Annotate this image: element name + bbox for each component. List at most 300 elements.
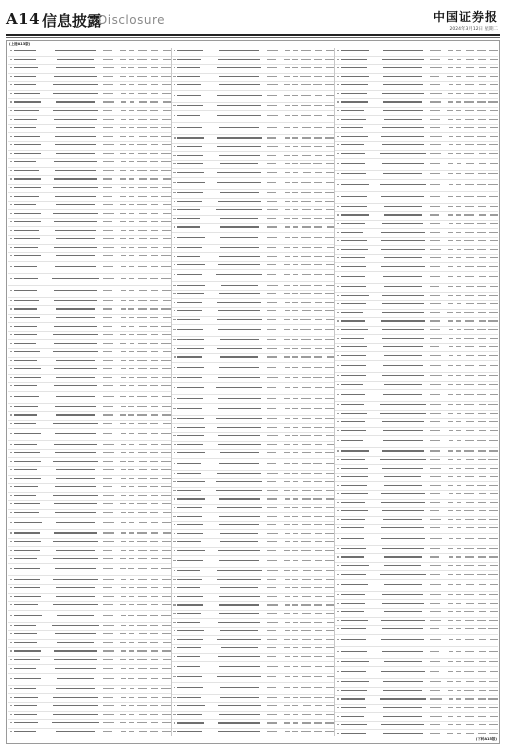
table-row [8, 210, 171, 219]
table-cell [147, 461, 158, 464]
text-line-placeholder [14, 308, 37, 309]
text-line-placeholder [173, 481, 175, 482]
text-line-placeholder [341, 257, 365, 258]
text-line-placeholder [162, 396, 171, 397]
text-line-placeholder [162, 230, 170, 231]
text-line-placeholder [56, 731, 95, 732]
text-line-placeholder [162, 633, 171, 634]
table-cell [158, 668, 170, 671]
table-cell [267, 293, 282, 296]
text-line-placeholder [314, 274, 322, 275]
text-line-placeholder [477, 620, 486, 621]
table-cell [158, 317, 170, 320]
table-cell [147, 433, 158, 436]
table-cell [281, 533, 289, 536]
table-cell [322, 201, 334, 204]
text-line-placeholder [337, 119, 339, 120]
text-line-placeholder [341, 206, 367, 207]
table-cell [453, 375, 461, 378]
table-cell [474, 485, 485, 488]
text-line-placeholder [464, 671, 474, 672]
text-line-placeholder [326, 163, 335, 164]
table-cell [118, 579, 126, 582]
text-line-placeholder [382, 510, 423, 511]
text-line-placeholder [383, 365, 423, 366]
table-cell [430, 338, 445, 341]
text-line-placeholder [380, 153, 426, 154]
table-cell [322, 105, 334, 108]
text-line-placeholder [161, 688, 170, 689]
text-line-placeholder [479, 430, 486, 431]
text-line-placeholder [430, 485, 440, 486]
table-cell [486, 84, 498, 87]
table-cell [177, 697, 211, 700]
table-cell [453, 384, 461, 387]
text-line-placeholder [382, 59, 423, 60]
text-line-placeholder [218, 377, 260, 378]
table-cell [126, 308, 134, 311]
table-cell [290, 604, 298, 607]
table-cell [267, 127, 282, 130]
table-row [8, 665, 171, 674]
table-row [172, 416, 335, 425]
text-line-placeholder [103, 161, 114, 162]
text-line-placeholder [326, 656, 335, 657]
table-cell [103, 59, 118, 62]
table-cell [14, 101, 48, 104]
text-line-placeholder [337, 329, 339, 330]
table-cell [474, 257, 485, 260]
text-line-placeholder [430, 527, 440, 528]
table-cell [474, 196, 485, 199]
table-cell [461, 724, 474, 727]
table-cell [126, 625, 134, 628]
table-cell [118, 204, 126, 207]
table-cell [453, 628, 461, 631]
text-line-placeholder [301, 192, 311, 193]
text-line-placeholder [341, 50, 369, 51]
table-cell [430, 303, 445, 306]
text-line-placeholder [103, 668, 113, 669]
table-cell [430, 119, 445, 122]
table-cell [341, 468, 375, 471]
table-cell [212, 481, 267, 484]
table-cell [445, 485, 453, 488]
table-row [8, 623, 171, 632]
text-line-placeholder [267, 247, 276, 248]
table-cell [281, 192, 289, 195]
table-cell [48, 503, 103, 506]
table-cell [430, 556, 445, 559]
table-cell [48, 697, 103, 700]
text-line-placeholder [14, 221, 41, 222]
table-cell [322, 481, 334, 484]
text-line-placeholder [478, 421, 486, 422]
table-cell [453, 698, 461, 701]
table-cell [134, 161, 147, 164]
table-cell [486, 206, 498, 209]
text-line-placeholder [314, 490, 322, 491]
text-line-placeholder [464, 127, 474, 128]
text-line-placeholder [490, 67, 498, 68]
text-line-placeholder [103, 187, 112, 188]
text-line-placeholder [217, 172, 261, 173]
table-cell [453, 493, 461, 496]
text-line-placeholder [489, 375, 498, 376]
table-cell [147, 93, 158, 96]
text-line-placeholder [103, 705, 113, 706]
table-cell [341, 450, 375, 453]
table-row [172, 152, 335, 161]
table-cell [341, 556, 375, 559]
table-cell [177, 95, 211, 98]
table-row [8, 253, 171, 262]
text-line-placeholder [478, 502, 486, 503]
text-line-placeholder [267, 155, 276, 156]
table-cell [281, 67, 289, 70]
table-cell [375, 556, 430, 559]
table-cell [298, 676, 311, 679]
table-cell [14, 688, 48, 691]
table-cell [134, 688, 147, 691]
table-cell [103, 587, 118, 590]
table-row [8, 245, 171, 254]
text-line-placeholder [150, 541, 158, 542]
table-cell [311, 714, 322, 717]
table-cell [453, 527, 461, 530]
table-cell [430, 375, 445, 378]
table-cell [445, 295, 453, 298]
table-cell [118, 196, 126, 199]
table-cell [290, 427, 298, 430]
text-line-placeholder [138, 84, 147, 85]
text-line-placeholder [325, 137, 334, 138]
table-cell [461, 502, 474, 505]
text-line-placeholder [465, 346, 474, 347]
table-cell [14, 541, 48, 544]
table-cell [461, 468, 474, 471]
table-cell [158, 568, 170, 571]
text-line-placeholder [161, 469, 171, 470]
text-line-placeholder [177, 587, 199, 588]
text-line-placeholder [103, 550, 112, 551]
table-cell [48, 615, 103, 618]
table-cell [453, 716, 461, 719]
text-line-placeholder [430, 698, 441, 699]
table-cell [474, 67, 485, 70]
table-cell [298, 182, 311, 185]
text-line-placeholder [217, 95, 262, 96]
table-cell [158, 688, 170, 691]
table-cell [445, 690, 453, 693]
table-cell [461, 163, 474, 166]
text-line-placeholder [151, 351, 158, 352]
text-line-placeholder [314, 237, 322, 238]
text-line-placeholder [151, 360, 159, 361]
table-cell [474, 84, 485, 87]
table-cell [445, 312, 453, 315]
table-cell [453, 329, 461, 332]
text-line-placeholder [218, 264, 261, 265]
table-cell [322, 84, 334, 87]
table-cell [486, 127, 498, 130]
text-line-placeholder [220, 339, 259, 340]
table-row [8, 720, 171, 729]
table-cell [430, 603, 445, 606]
text-line-placeholder [430, 565, 441, 566]
table-cell [134, 596, 147, 599]
table-cell [103, 406, 118, 409]
table-cell [103, 503, 118, 506]
table-cell [430, 355, 445, 358]
table-row [172, 628, 335, 637]
table-cell [341, 196, 375, 199]
text-line-placeholder [161, 161, 170, 162]
table-cell [445, 698, 453, 701]
text-line-placeholder [137, 625, 147, 626]
text-line-placeholder [478, 450, 486, 451]
table-cell [177, 192, 211, 195]
table-cell [14, 678, 48, 681]
text-line-placeholder [302, 463, 310, 464]
table-cell [298, 579, 311, 582]
text-line-placeholder [430, 355, 441, 356]
text-line-placeholder [174, 427, 176, 428]
text-line-placeholder [151, 697, 158, 698]
text-line-placeholder [313, 498, 322, 499]
table-cell [212, 418, 267, 421]
table-cell [281, 398, 289, 401]
text-line-placeholder [327, 622, 335, 623]
table-cell [322, 498, 334, 501]
table-cell [298, 722, 311, 725]
table-cell [341, 698, 375, 701]
text-line-placeholder [14, 705, 37, 706]
text-line-placeholder [477, 266, 486, 267]
table-cell [290, 274, 298, 277]
text-line-placeholder [326, 596, 334, 597]
text-line-placeholder [325, 524, 334, 525]
table-row [335, 284, 498, 293]
table-row [8, 450, 171, 459]
text-line-placeholder [478, 519, 486, 520]
table-cell [134, 461, 147, 464]
table-cell [177, 490, 211, 493]
table-cell [212, 182, 267, 185]
table-cell [461, 459, 474, 462]
table-row [335, 318, 498, 327]
table-cell [474, 312, 485, 315]
text-line-placeholder [54, 385, 98, 386]
text-line-placeholder [302, 418, 310, 419]
table-cell [474, 421, 485, 424]
table-cell [311, 687, 322, 690]
table-cell [430, 232, 445, 235]
text-line-placeholder [217, 639, 261, 640]
table-cell [267, 490, 282, 493]
table-cell [147, 127, 158, 130]
table-cell [126, 247, 134, 250]
text-line-placeholder [177, 473, 201, 474]
table-cell [322, 541, 334, 544]
table-cell [48, 221, 103, 224]
table-cell [14, 596, 48, 599]
text-line-placeholder [466, 502, 474, 503]
table-cell [290, 408, 298, 411]
text-line-placeholder [219, 560, 259, 561]
table-cell [48, 568, 103, 571]
text-line-placeholder [490, 136, 498, 137]
text-line-placeholder [479, 510, 486, 511]
text-line-placeholder [14, 423, 36, 424]
table-cell [118, 230, 126, 233]
table-cell [158, 615, 170, 618]
table-cell [177, 587, 211, 590]
table-cell [430, 661, 445, 664]
text-line-placeholder [489, 196, 498, 197]
text-line-placeholder [267, 339, 276, 340]
text-line-placeholder [466, 603, 475, 604]
table-cell [298, 226, 311, 229]
text-line-placeholder [55, 452, 96, 453]
text-line-placeholder [302, 722, 310, 723]
table-cell [453, 76, 461, 79]
text-line-placeholder [301, 182, 310, 183]
text-line-placeholder [300, 435, 310, 436]
table-cell [341, 223, 375, 226]
text-line-placeholder [464, 312, 474, 313]
table-cell [486, 355, 498, 358]
text-line-placeholder [177, 59, 201, 60]
table-cell [14, 532, 48, 535]
table-cell [322, 247, 334, 250]
table-cell [290, 656, 298, 659]
table-cell [341, 232, 375, 235]
text-line-placeholder [466, 67, 474, 68]
table-cell [118, 625, 126, 628]
table-cell [103, 360, 118, 363]
text-line-placeholder [177, 697, 201, 698]
table-cell [341, 59, 375, 62]
table-row [8, 298, 171, 307]
table-cell [453, 338, 461, 341]
text-line-placeholder [177, 622, 200, 623]
table-cell [430, 698, 445, 701]
table-cell [281, 516, 289, 519]
table-row [335, 255, 498, 264]
text-line-placeholder [103, 587, 112, 588]
table-cell [311, 731, 322, 734]
table-cell [134, 360, 147, 363]
table-cell [445, 493, 453, 496]
text-line-placeholder [177, 237, 204, 238]
table-cell [430, 101, 445, 104]
table-cell [14, 503, 48, 506]
table-cell [48, 67, 103, 70]
table-cell [212, 377, 267, 380]
text-line-placeholder [103, 532, 114, 533]
text-line-placeholder [341, 459, 365, 460]
text-line-placeholder [383, 276, 422, 277]
text-line-placeholder [267, 587, 277, 588]
text-line-placeholder [14, 503, 40, 504]
table-cell [322, 516, 334, 519]
table-cell [147, 478, 158, 481]
header-rule-thick [6, 34, 500, 36]
table-cell [103, 317, 118, 320]
text-line-placeholder [103, 343, 113, 344]
text-line-placeholder [267, 541, 277, 542]
table-cell [461, 232, 474, 235]
table-cell [134, 678, 147, 681]
table-cell [298, 172, 311, 175]
text-line-placeholder [430, 639, 441, 640]
table-cell [281, 524, 289, 527]
table-cell [177, 452, 211, 455]
text-line-placeholder [10, 84, 12, 85]
text-line-placeholder [490, 338, 498, 339]
text-line-placeholder [300, 293, 310, 294]
text-line-placeholder [301, 67, 310, 68]
text-line-placeholder [103, 486, 112, 487]
text-line-placeholder [430, 206, 440, 207]
text-line-placeholder [326, 264, 334, 265]
text-line-placeholder [325, 731, 334, 732]
text-line-placeholder [174, 356, 176, 357]
table-cell [158, 522, 170, 525]
table-cell [134, 642, 147, 645]
table-cell [134, 568, 147, 571]
table-cell [430, 184, 445, 187]
table-cell [147, 59, 158, 62]
table-cell [311, 697, 322, 700]
text-line-placeholder [103, 368, 112, 369]
text-line-placeholder [464, 136, 474, 137]
table-cell [267, 481, 282, 484]
text-line-placeholder [383, 346, 423, 347]
table-cell [322, 182, 334, 185]
table-cell [134, 266, 147, 269]
table-cell [134, 119, 147, 122]
text-line-placeholder [217, 348, 262, 349]
table-cell [341, 690, 375, 693]
text-line-placeholder [337, 338, 339, 339]
table-cell [486, 493, 498, 496]
table-cell [461, 594, 474, 597]
text-line-placeholder [267, 274, 276, 275]
table-row [8, 564, 171, 576]
text-line-placeholder [489, 651, 498, 652]
table-cell [474, 404, 485, 407]
table-cell [14, 452, 48, 455]
table-cell [281, 348, 289, 351]
table-row [172, 103, 335, 112]
text-line-placeholder [327, 676, 335, 677]
table-row [172, 111, 335, 123]
text-line-placeholder [430, 538, 441, 539]
table-cell [103, 144, 118, 147]
text-line-placeholder [314, 127, 322, 128]
table-cell [158, 196, 170, 199]
table-cell [445, 375, 453, 378]
table-cell [430, 468, 445, 471]
table-cell [298, 285, 311, 288]
text-line-placeholder [10, 308, 12, 309]
text-line-placeholder [177, 398, 202, 399]
table-row [335, 204, 498, 213]
table-cell [445, 681, 453, 684]
table-cell [267, 274, 282, 277]
